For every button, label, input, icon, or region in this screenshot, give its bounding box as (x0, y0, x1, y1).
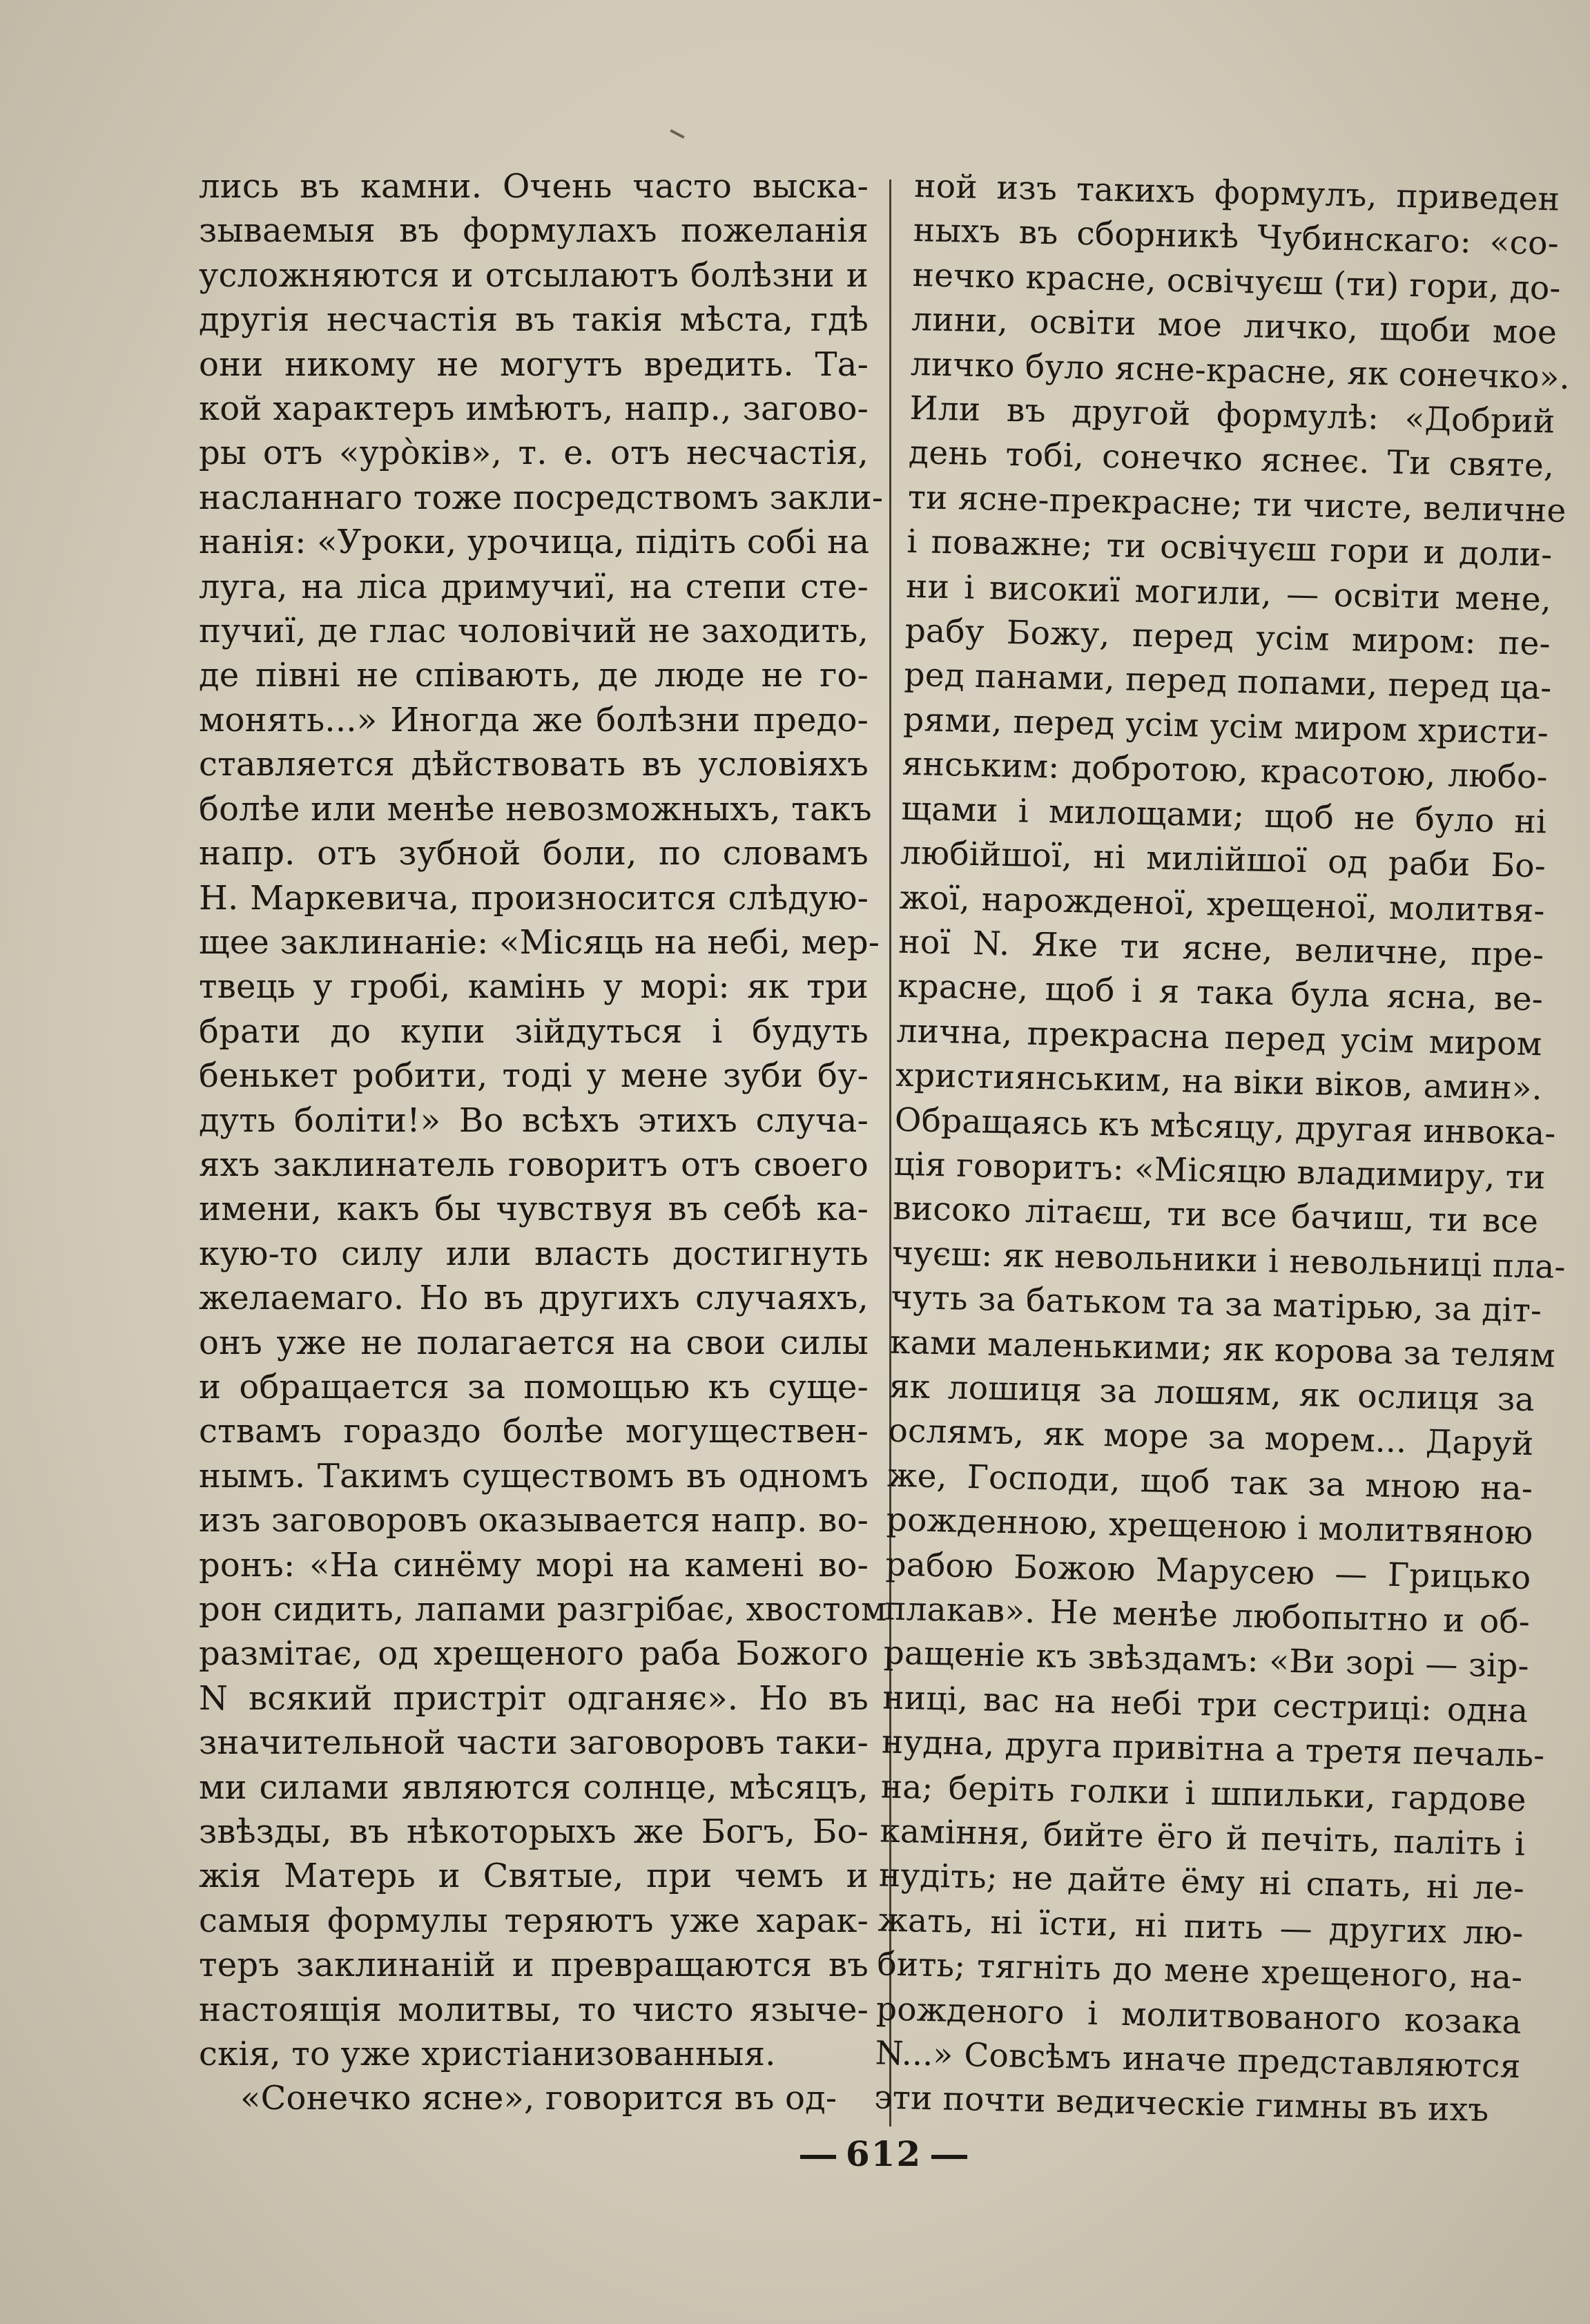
text-line: нудна, друга привітна а третя печаль- (881, 1723, 1545, 1775)
text-line: жої, нарожденої, хрещеної, молитвя- (899, 878, 1546, 930)
text-line: лини, освіти мое личко, щоби мое (911, 300, 1558, 352)
text-line: брати до купи зійдуться і будуть (199, 1011, 869, 1051)
text-line: ти ясне-прекрасне; ти чисте, величне (907, 478, 1567, 530)
text-line: желаемаго. Но въ другихъ случаяхъ, (199, 1279, 869, 1318)
text-line: насланнаго тоже посредствомъ закли- (199, 478, 884, 517)
text-line: ращеніе къ звѣздамъ: «Ви зорі — зір- (883, 1634, 1530, 1686)
text-line: бить; тягніть до мене хрещеного, на- (876, 1945, 1523, 1997)
text-line: личко було ясне-красне, як сонечко». (910, 345, 1571, 397)
folio-dash-right (931, 2155, 967, 2159)
text-line: размітає, од хрещеного раба Божого (199, 1634, 869, 1674)
text-line: же, Господи, щоб так за мною на- (886, 1456, 1533, 1508)
text-line: ной изъ такихъ формулъ, приведен (913, 166, 1560, 219)
text-line: N...» Совсѣмъ иначе представляются (875, 2034, 1522, 2086)
text-line: нымъ. Такимъ существомъ въ одномъ (199, 1456, 869, 1495)
text-line: кой характеръ имѣютъ, напр., загово- (199, 389, 869, 429)
text-line: рабою Божою Марусею — Грицько (884, 1545, 1531, 1597)
text-line: щами і милощами; щоб не було ні (900, 789, 1547, 842)
text-line: значительной части заговоровъ таки- (199, 1723, 869, 1763)
text-line: ція говоритъ: «Місяцю владимиру, ти (893, 1145, 1547, 1197)
text-line: имени, какъ бы чувствуя въ себѣ ка- (199, 1190, 869, 1229)
text-line: изъ заговоровъ оказывается напр. во- (199, 1501, 869, 1540)
text-line: плакав». Не менѣе любопытно и об- (884, 1589, 1531, 1642)
text-line: другія несчастія въ такія мѣста, гдѣ (199, 300, 869, 340)
ink-speck (670, 129, 684, 139)
text-line: рожденною, хрещеною і молитвяною (886, 1500, 1533, 1553)
text-line: ниці, вас на небі три сестриці: одна (882, 1678, 1529, 1730)
text-line: яхъ заклинатель говоритъ отъ своего (199, 1145, 869, 1184)
text-line: лична, прекрасна перед усім миром (896, 1011, 1543, 1064)
text-line: скія, то уже христіанизованныя. (199, 2035, 776, 2074)
page-number-text: 612 (845, 2133, 922, 2174)
text-line: Н. Маркевича, произносится слѣдую- (199, 878, 869, 918)
text-line: рожденого і молитвованого козака (875, 1990, 1522, 2042)
text-line: чуть за батьком та за матірью, за діт- (891, 1278, 1542, 1330)
text-line: онъ уже не полагается на свои силы (199, 1323, 869, 1362)
text-line: нудіть; не дайте ёму ні спать, ні ле- (878, 1856, 1525, 1908)
text-line: напр. отъ зубной боли, по словамъ (199, 834, 869, 873)
text-line: високо літаєш, ти все бачиш, ти все (892, 1190, 1539, 1241)
text-line: болѣе или менѣе невозможныхъ, такъ (199, 789, 872, 829)
text-line: янським: добротою, красотою, любо- (902, 745, 1549, 797)
text-line: лись въ камни. Очень часто выска- (199, 167, 869, 206)
text-line: и обращается за помощью къ суще- (199, 1367, 869, 1406)
text-line: ронъ: «На синёму морі на камені во- (199, 1545, 869, 1585)
text-line: красне, щоб і я така була ясна, ве- (897, 967, 1544, 1019)
text-line: эти почти ведическіе гимны въ ихъ (873, 2078, 1490, 2130)
text-line: рон сидить, лапами разгрібає, хвостом (199, 1590, 887, 1629)
text-line: щее заклинаніе: «Місяць на небі, мер- (199, 922, 880, 962)
text-line: ставляется дѣйствовать въ условіяхъ (199, 745, 869, 784)
text-line: зываемыя въ формулахъ пожеланія (199, 211, 869, 251)
text-line: N всякий пристріт одганяє». Но въ (199, 1678, 869, 1718)
text-line: настоящія молитвы, то чисто языче- (199, 1990, 869, 2029)
text-line: бенькет робити, тоді у мене зуби бу- (199, 1056, 869, 1096)
text-line: луга, на ліса дримучиї, на степи сте- (199, 567, 869, 606)
text-line: дуть боліти!» Во всѣхъ этихъ случа- (199, 1101, 869, 1140)
text-line: любійшої, ні милійшої од раби Бо- (900, 833, 1547, 886)
left-text-column (199, 164, 887, 2121)
text-line: ныхъ въ сборникѣ Чубинскаго: «со- (913, 211, 1560, 263)
text-line: кую-то силу или власть достигнуть (199, 1234, 869, 1273)
text-line: теръ заклинаній и превращаются въ (199, 1946, 869, 1985)
text-line: Или въ другой формулѣ: «Добрий (909, 389, 1555, 441)
text-line: ками маленькими; як корова за телям (889, 1323, 1556, 1375)
text-line: ми силами являются солнце, мѣсяцъ, (199, 1768, 869, 1807)
text-line: пучиї, де глас чоловічий не заходить, (199, 612, 869, 651)
text-line: ослямъ, як море за морем... Даруй (887, 1411, 1534, 1464)
text-line: усложняются и отсылаютъ болѣзни и (199, 255, 869, 295)
text-line: на; беріть голки і шпильки, гардове (880, 1768, 1527, 1819)
text-line: жать, ні їсти, ні пить — других лю- (878, 1901, 1524, 1953)
text-line: звѣзды, въ нѣкоторыхъ же Богъ, Бо- (199, 1812, 869, 1852)
text-line: каміння, бийте ёго й печіть, паліть і (879, 1812, 1526, 1864)
text-line: де півні не співають, де люде не го- (199, 656, 869, 695)
text-line: рями, перед усім усім миром христи- (902, 700, 1549, 753)
text-line: і поважне; ти освічуєш гори и доли- (906, 523, 1553, 574)
text-line: нечко красне, освічуєш (ти) гори, до- (912, 255, 1562, 308)
text-line: християнським, на віки віков, амин». (895, 1056, 1543, 1108)
text-line: чуєш: як невольники і невольниці пла- (891, 1234, 1567, 1286)
text-line: день тобі, сонечко яснеє. Ти святе, (908, 434, 1555, 485)
text-line: жія Матерь и Святые, при чемъ и (199, 1857, 869, 1896)
text-line: нанія: «Уроки, урочица, підіть собі на (199, 523, 870, 562)
right-text-column (873, 164, 1571, 2134)
text-line: ної N. Яке ти ясне, величне, пре- (898, 922, 1544, 975)
page-number (780, 2133, 987, 2174)
text-line: рабу Божу, перед усім миром: пе- (904, 611, 1551, 664)
text-line: ры отъ «урòків», т. е. отъ несчастія, (199, 434, 869, 473)
folio-dash-left (800, 2155, 836, 2159)
text-line: Обращаясь къ мѣсяцу, другая инвока- (894, 1101, 1556, 1153)
text-line: монять...» Иногда же болѣзни предо- (199, 700, 869, 739)
text-line: самыя формулы теряютъ уже харак- (199, 1901, 869, 1940)
text-line: они никому не могутъ вредить. Та- (199, 345, 869, 384)
text-line: ствамъ гораздо болѣе могуществен- (199, 1412, 869, 1451)
text-line: ред панами, перед попами, перед ца- (903, 656, 1552, 708)
text-line: «Сонечко ясне», говорится въ од- (240, 2079, 837, 2118)
text-line: ни і високиї могили, — освіти мене, (905, 567, 1552, 619)
text-line: як лошиця за лошям, як ослиця за (889, 1367, 1535, 1420)
text-line: твець у гробі, камінь у морі: як три (199, 967, 869, 1007)
